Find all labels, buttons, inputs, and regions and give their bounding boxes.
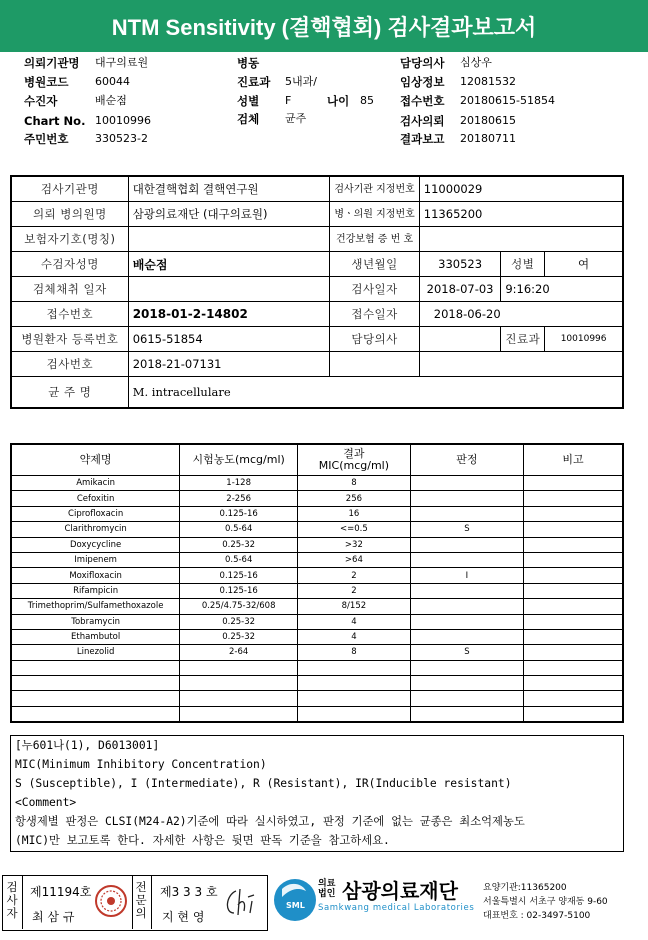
drug-judge-cell	[410, 537, 523, 552]
drug-row	[11, 676, 623, 691]
drug-note-cell	[524, 583, 623, 598]
health-insurance-no-value	[419, 227, 623, 252]
header-field: 성별 F	[237, 94, 292, 108]
drug-name-cell: Imipenem	[11, 552, 180, 567]
drug-row	[11, 645, 623, 660]
drug-row	[11, 660, 623, 675]
drug-name-cell: Clarithromycin	[11, 522, 180, 537]
header-field: 주민번호 330523-2	[24, 132, 148, 146]
header-field: 결과보고 20180711	[400, 132, 516, 146]
receipt-number-value: 2018-01-2-14802	[128, 302, 330, 327]
drug-judge-cell: S	[410, 645, 523, 660]
insurer-value	[128, 227, 330, 252]
report-title: NTM Sensitivity (결핵협회) 검사결과보고서	[0, 0, 648, 52]
registration-number-value: 0615-51854	[128, 327, 330, 352]
test-number-value: 2018-21-07131	[128, 352, 330, 377]
drug-range-cell: 0.125-16	[180, 506, 298, 521]
receipt-number-label: 접수번호	[11, 302, 128, 327]
comment-line: MIC(Minimum Inhibitory Concentration)	[15, 758, 267, 771]
drug-judge-cell	[410, 629, 523, 644]
drug-range-cell: 0.25-32	[180, 537, 298, 552]
drug-name-cell	[11, 676, 180, 691]
drug-mic-cell	[298, 676, 411, 691]
comment-line: 항생제별 판정은 CLSI(M24-A2)기준에 따라 실시하였고, 판정 기준에 없는 균종은 최소억제농도	[15, 815, 525, 828]
drug-mic-cell: 16	[298, 506, 411, 521]
drug-note-cell	[524, 629, 623, 644]
drug-row	[11, 522, 623, 537]
drug-mic-cell: 8	[298, 476, 411, 491]
drug-judge-cell	[410, 491, 523, 506]
test-time-value: 9:16:20	[501, 277, 623, 302]
drug-note-cell	[524, 676, 623, 691]
drug-note-cell	[524, 645, 623, 660]
hospital-number-label: 병ㆍ의원 지정번호	[330, 202, 419, 227]
drug-range-cell: 0.25/4.75-32/608	[180, 599, 298, 614]
drug-mic-cell: 2	[298, 583, 411, 598]
drug-name-cell: Amikacin	[11, 476, 180, 491]
drug-mic-cell	[298, 660, 411, 675]
drug-row	[11, 706, 623, 722]
sex-label: 성별	[501, 252, 545, 277]
department-label: 진료과	[501, 327, 545, 352]
drug-mic-cell	[298, 706, 411, 722]
strain-name-value: M. intracellulare	[128, 377, 623, 409]
header-field: 나이 85	[327, 94, 374, 108]
drug-note-cell	[524, 660, 623, 675]
comment-line: S (Susceptible), I (Intermediate), R (Resistant), IR(Inducible resistant)	[15, 777, 512, 790]
header-field: Chart No. 10010996	[24, 114, 151, 128]
patient-name-label: 수검자성명	[11, 252, 128, 277]
column-header-drug: 약제명	[11, 444, 180, 476]
inspector-seal	[94, 884, 128, 918]
registration-number-label: 병원환자 등록번호	[11, 327, 128, 352]
sml-logo-icon	[272, 877, 318, 923]
patient-name-value: 배순점	[128, 252, 330, 277]
drug-row	[11, 506, 623, 521]
drug-note-cell	[524, 706, 623, 722]
drug-judge-cell	[410, 691, 523, 706]
column-header-range: 시험농도(mcg/ml)	[180, 444, 298, 476]
drug-judge-cell	[410, 676, 523, 691]
drug-judge-cell	[410, 614, 523, 629]
drug-judge-cell	[410, 476, 523, 491]
drug-note-cell	[524, 691, 623, 706]
drug-range-cell	[180, 676, 298, 691]
drug-row	[11, 629, 623, 644]
header-field: 수진자 배순점	[24, 94, 127, 108]
specialist-license: 제3 3 3 호	[160, 885, 218, 899]
drug-judge-cell	[410, 599, 523, 614]
collection-date-value	[128, 277, 330, 302]
drug-mic-cell: 2	[298, 568, 411, 583]
drug-range-cell: 0.25-32	[180, 614, 298, 629]
receipt-date-value: 2018-06-20	[419, 302, 623, 327]
doctor-value	[419, 327, 501, 352]
comment-line: [누601나(1), D6013001]	[15, 739, 160, 752]
column-header-mic: 결과 MIC(mcg/ml)	[298, 444, 411, 476]
drug-note-cell	[524, 568, 623, 583]
specialist-signature	[222, 887, 258, 919]
patient-info-table	[10, 175, 624, 409]
strain-name-label: 균 주 명	[11, 377, 128, 409]
drug-range-cell	[180, 660, 298, 675]
drug-row	[11, 537, 623, 552]
header-field: 의뢰기관명 대구의료원	[24, 56, 149, 70]
inspector-license: 제11194호	[30, 885, 92, 899]
inspector-name: 최 삼 규	[32, 910, 75, 924]
header-field: 접수번호 20180615-51854	[400, 94, 555, 108]
header-field: 검사의뢰 20180615	[400, 114, 516, 128]
drug-range-cell: 2-256	[180, 491, 298, 506]
drug-range-cell: 0.25-32	[180, 629, 298, 644]
drug-range-cell: 2-64	[180, 645, 298, 660]
header-field: 진료과 5내과/	[237, 75, 317, 89]
drug-mic-cell: 8/152	[298, 599, 411, 614]
header-field: 담당의사 심상우	[400, 56, 492, 70]
lab-name-label: 검사기관명	[11, 176, 128, 202]
drug-mic-cell: >64	[298, 552, 411, 567]
comment-box	[10, 735, 624, 852]
drug-name-cell: Tobramycin	[11, 614, 180, 629]
drug-judge-cell: S	[410, 522, 523, 537]
lab-name-value: 대한결핵협회 결핵연구원	[128, 176, 330, 202]
drug-note-cell	[524, 537, 623, 552]
header-field: 임상정보 12081532	[400, 75, 516, 89]
specialist-name: 지 현 영	[162, 910, 205, 924]
drug-range-cell	[180, 706, 298, 722]
drug-judge-cell	[410, 706, 523, 722]
drug-name-cell: Doxycycline	[11, 537, 180, 552]
inspector-label: 검사자	[6, 880, 18, 920]
drug-note-cell	[524, 476, 623, 491]
drug-name-cell	[11, 660, 180, 675]
drug-range-cell: 0.125-16	[180, 568, 298, 583]
hospital-number-value: 11365200	[419, 202, 623, 227]
drug-note-cell	[524, 491, 623, 506]
drug-row	[11, 552, 623, 567]
specialist-label: 전문의	[135, 880, 147, 920]
drug-mic-cell: 256	[298, 491, 411, 506]
birth-date-label: 생년월일	[330, 252, 419, 277]
drug-range-cell: 1-128	[180, 476, 298, 491]
drug-row	[11, 614, 623, 629]
drug-name-cell: Rifampicin	[11, 583, 180, 598]
drug-judge-cell: I	[410, 568, 523, 583]
drug-name-cell: Ethambutol	[11, 629, 180, 644]
drug-judge-cell	[410, 506, 523, 521]
drug-range-cell: 0.5-64	[180, 552, 298, 567]
drug-note-cell	[524, 506, 623, 521]
sex-value: 여	[545, 252, 623, 277]
hospital-name-value: 삼광의료재단 (대구의료원)	[128, 202, 330, 227]
drug-name-cell: Moxifloxacin	[11, 568, 180, 583]
test-date-value: 2018-07-03	[419, 277, 501, 302]
drug-mic-cell	[298, 691, 411, 706]
test-number-label: 검사번호	[11, 352, 128, 377]
drug-row	[11, 691, 623, 706]
drug-range-cell: 0.125-16	[180, 583, 298, 598]
drug-row	[11, 599, 623, 614]
drug-row	[11, 583, 623, 598]
drug-row	[11, 476, 623, 491]
org-contact: 요양기관:11365200 서울특별시 서초구 양재동 9-60 대표번호 : 02-3497-5100	[483, 883, 608, 921]
health-insurance-no-label: 건강보험 증 번 호	[330, 227, 419, 252]
org-prefix: 의료 법인	[318, 879, 336, 899]
drug-name-cell: Linezolid	[11, 645, 180, 660]
lab-number-label: 검사기관 지정번호	[330, 176, 419, 202]
drug-name-cell	[11, 691, 180, 706]
doctor-label: 담당의사	[330, 327, 419, 352]
receipt-date-label: 접수일자	[330, 302, 419, 327]
drug-mic-cell: 4	[298, 614, 411, 629]
drug-name-cell: Cefoxitin	[11, 491, 180, 506]
drug-mic-cell: <=0.5	[298, 522, 411, 537]
drug-judge-cell	[410, 583, 523, 598]
drug-name-cell	[11, 706, 180, 722]
collection-date-label: 검체채취 일자	[11, 277, 128, 302]
drug-range-cell	[180, 691, 298, 706]
comment-line: (MIC)만 보고토록 한다. 자세한 사항은 뒷면 판독 기준을 참고하세요.	[15, 834, 390, 847]
footer	[0, 873, 648, 931]
header-field: 병원코드 60044	[24, 75, 130, 89]
lab-number-value: 11000029	[419, 176, 623, 202]
drug-mic-cell: 4	[298, 629, 411, 644]
drug-note-cell	[524, 552, 623, 567]
drug-mic-cell: >32	[298, 537, 411, 552]
drug-judge-cell	[410, 660, 523, 675]
drug-range-cell: 0.5-64	[180, 522, 298, 537]
drug-note-cell	[524, 614, 623, 629]
drug-row	[11, 568, 623, 583]
column-header-note: 비고	[524, 444, 623, 476]
header-field: 검체 균주	[237, 112, 307, 126]
drug-note-cell	[524, 599, 623, 614]
org-name: 삼광의료재단	[342, 879, 458, 903]
drug-judge-cell	[410, 552, 523, 567]
logo-text: SML	[286, 901, 305, 910]
drug-name-cell: Ciprofloxacin	[11, 506, 180, 521]
department-value: 10010996	[545, 327, 623, 352]
drug-note-cell	[524, 522, 623, 537]
hospital-name-label: 의뢰 병의원명	[11, 202, 128, 227]
header-field: 병동	[237, 56, 260, 70]
test-date-label: 검사일자	[330, 277, 419, 302]
drug-sensitivity-table	[10, 443, 624, 723]
drug-mic-cell: 8	[298, 645, 411, 660]
org-english-name: Samkwang medical Laboratories	[318, 903, 475, 913]
comment-line: <Comment>	[15, 796, 77, 809]
drug-name-cell: Trimethoprim/Sulfamethoxazole	[11, 599, 180, 614]
drug-row	[11, 491, 623, 506]
birth-date-value: 330523	[419, 252, 501, 277]
column-header-judgement: 판정	[410, 444, 523, 476]
insurer-label: 보험자기호(명칭)	[11, 227, 128, 252]
